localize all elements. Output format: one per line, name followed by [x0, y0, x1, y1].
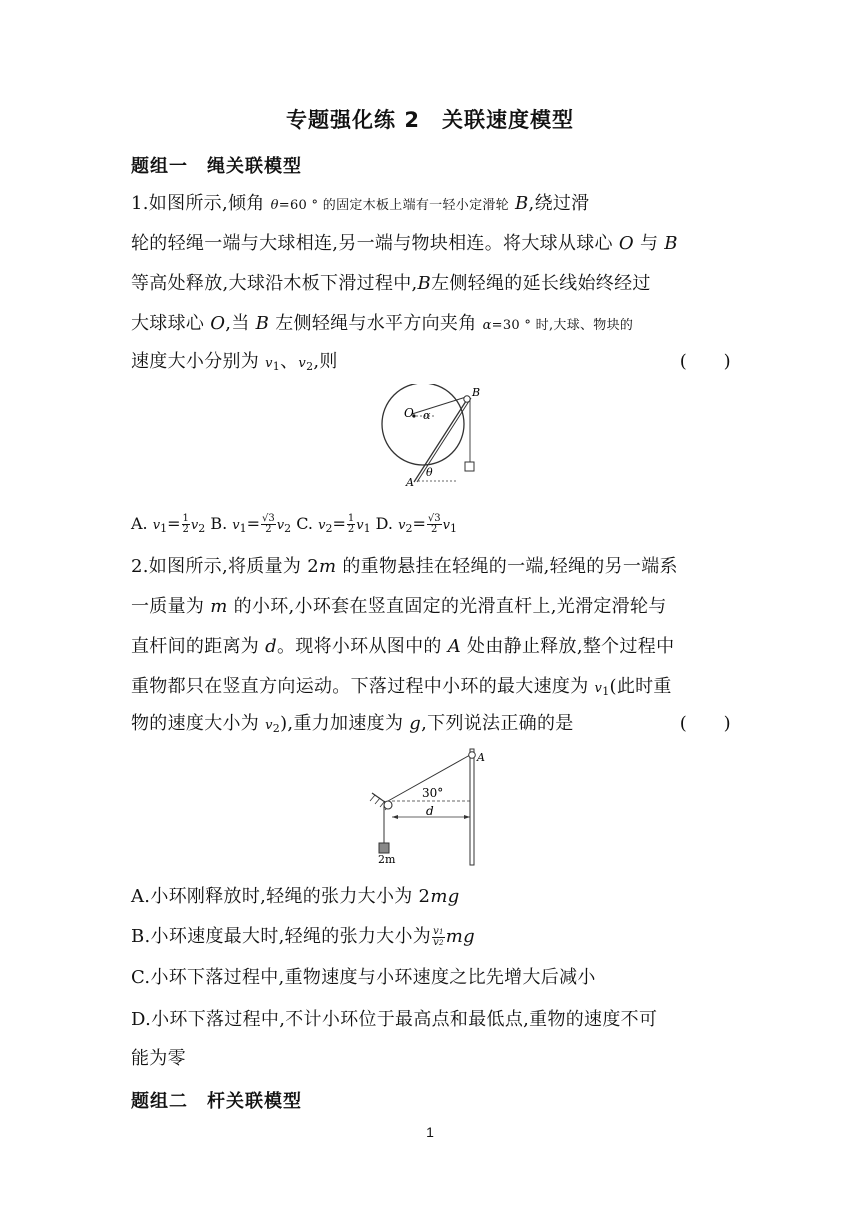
q2-line-4: 重物都只在竖直方向运动。下落过程中小环的最大速度为 $v_1$(此时重	[131, 676, 672, 698]
q1-line-3: 等高处释放,大球沿木板下滑过程中,B左侧轻绳的延长线始终经过	[131, 273, 651, 294]
label-d: d	[426, 804, 434, 818]
q2-line-3: 直杆间的距离为 d。现将小环从图中的 A 处由静止释放,整个过程中	[131, 636, 675, 657]
q1-line-1: 1.如图所示,倾角 θ=60 ° 的固定木板上端有一轻小定滑轮 B,绕过滑	[131, 193, 590, 214]
answer-bracket-q2: ( )	[679, 713, 731, 734]
q2-option-C[interactable]: C.小环下落过程中,重物速度与小环速度之比先增大后减小	[131, 967, 596, 988]
q1-line-5: 速度大小分别为 $v_1$、$v_2$,则 ( )	[131, 351, 731, 373]
fixed-pulley	[384, 801, 392, 809]
label-theta: θ	[426, 466, 433, 479]
q1-options	[131, 512, 457, 541]
option-B[interactable]: B. $v_1=$ $\frac{√3}{2}$ $v_2$	[210, 513, 292, 535]
vertical-rod	[470, 749, 474, 865]
q2-line-2: 一质量为 m 的小环,小环套在竖直固定的光滑直杆上,光滑定滑轮与	[131, 596, 667, 617]
label-2m: 2m	[378, 853, 396, 866]
option-A[interactable]: A. $v_1=$ $\frac{1}{2}$ $v_2$	[131, 513, 206, 535]
label-A: A	[477, 751, 485, 764]
pulley-B	[464, 396, 470, 402]
page-title: 专题强化练 2 关联速度模型	[286, 108, 574, 132]
q1-line-4: 大球球心 O,当 B 左侧轻绳与水平方向夹角 α=30 ° 时,大球、物块的	[131, 313, 634, 334]
q2-line-1: 2.如图所示,将质量为 2m 的重物悬挂在轻绳的一端,轻绳的另一端系	[131, 556, 678, 577]
dim-arrow-right	[464, 815, 470, 819]
q2-option-B[interactable]: B.小环速度最大时,轻绳的张力大小为 $\frac{v1}{v2}$ mg	[131, 925, 475, 948]
option-C[interactable]: C. $v_2=$ $\frac{1}{2}$ $v_1$	[296, 513, 371, 535]
ring-A	[469, 752, 476, 759]
page-number: 1	[426, 1124, 434, 1140]
q2-option-D[interactable]: D.小环下落过程中,不计小环位于最高点和最低点,重物的速度不可	[131, 1009, 658, 1030]
hanging-block	[465, 462, 474, 471]
q2-line-5: 物的速度大小为 $v_2$),重力加速度为 g,下列说法正确的是 ( )	[131, 713, 731, 735]
q1-line-2: 轮的轻绳一端与大球相连,另一端与物块相连。将大球从球心 O 与 B	[131, 233, 678, 254]
option-D[interactable]: D. $v_2=$ $\frac{√3}{2}$ $v_1$	[375, 513, 457, 535]
label-B: B	[472, 386, 481, 399]
figure-1-diagram	[374, 384, 484, 490]
section-heading-group1: 题组一 绳关联模型	[131, 156, 302, 177]
label-alpha: α	[423, 409, 431, 422]
weight-2m	[379, 843, 389, 853]
label-O: O	[404, 406, 414, 420]
dim-arrow-left	[392, 815, 398, 819]
q2-option-A[interactable]: A.小环刚释放时,轻绳的张力大小为 2mg	[131, 886, 460, 907]
figure-2-diagram	[366, 745, 526, 867]
q2-option-D-cont: 能为零	[131, 1048, 186, 1069]
label-30deg: 30°	[422, 786, 444, 800]
answer-bracket-q1: ( )	[679, 351, 731, 372]
rope-to-ball	[412, 397, 466, 414]
section-heading-group2: 题组二 杆关联模型	[131, 1091, 302, 1112]
label-A: A	[406, 476, 414, 489]
